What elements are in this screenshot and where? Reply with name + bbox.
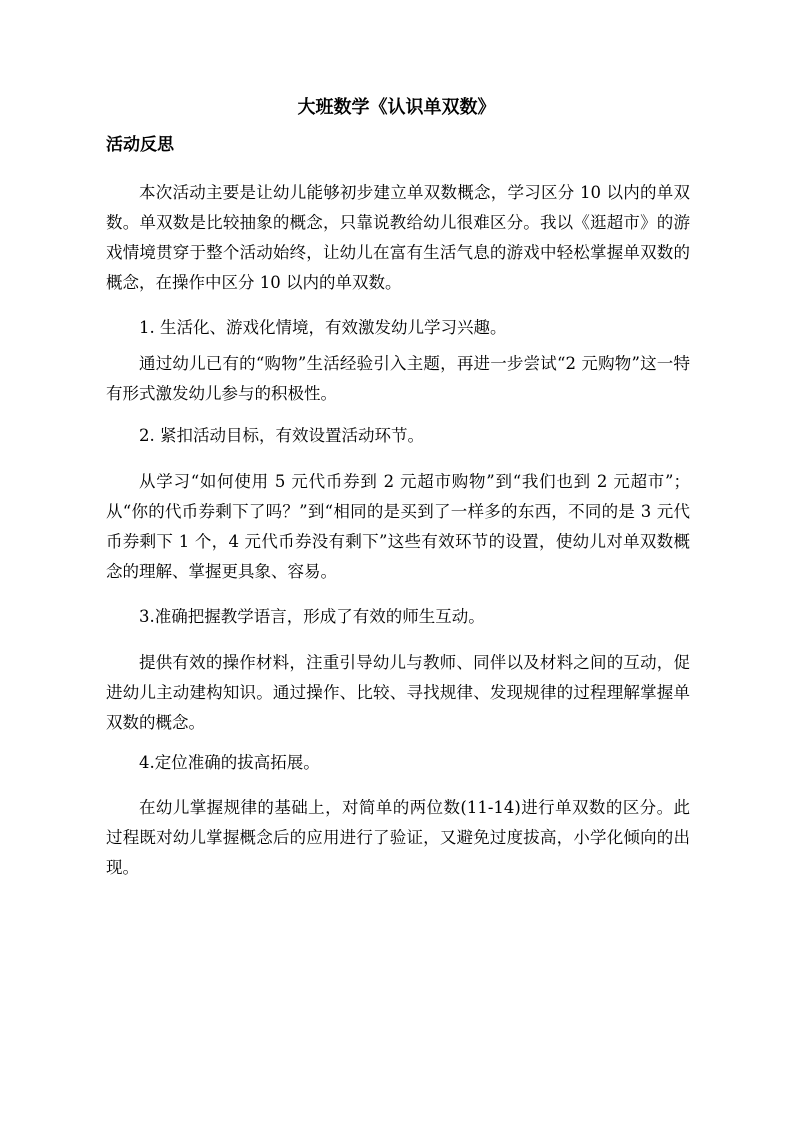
point-2-body: 从学习“如何使用 5 元代币券到 2 元超市购物”到“我们也到 2 元超市”；从“你的代币券剩下了吗？”到“相同的是买到了一样多的东西，不同的是 3 元代币券剩下 1 个，4 元代币券没有剩下”这些有效环节的设置，使幼儿对单双数概念的理解、掌握更具象、容易。 [106,472,690,581]
point-1-body: 通过幼儿已有的“购物”生活经验引入主题，再进一步尝试“2 元购物”这一特有形式激发幼儿参与的积极性。 [106,354,690,403]
point-4-heading: 4.定位准确的拔高拓展。 [139,753,320,772]
point-2-heading: 2. 紧扣活动目标，有效设置活动环节。 [139,426,424,445]
document-title: 大班数学《认识单双数》 [297,97,496,118]
section-heading: 活动反思 [106,135,174,155]
point-3-body: 提供有效的操作材料，注重引导幼儿与教师、同伴以及材料之间的互动，促进幼儿主动建构知识。通过操作、比较、寻找规律、发现规律的过程理解掌握单双数的概念。 [106,653,690,732]
point-1-heading: 1. 生活化、游戏化情境，有效激发幼儿学习兴趣。 [139,318,507,337]
point-3-heading: 3.准确把握教学语言，形成了有效的师生互动。 [139,607,485,626]
paragraph-intro: 本次活动主要是让幼儿能够初步建立单双数概念，学习区分 10 以内的单双数。单双数是比较抽象的概念，只靠说教给幼儿很难区分。我以《逛超市》的游戏情境贯穿于整个活动始终，让幼儿在富有生活气息的游戏中轻松掌握单双数的概念，在操作中区分 10 以内的单双数。 [106,183,690,292]
point-4-body: 在幼儿掌握规律的基础上，对简单的两位数(11-14)进行单双数的区分。此过程既对幼儿掌握概念后的应用进行了验证，又避免过度拔高，小学化倾向的出现。 [106,798,690,877]
